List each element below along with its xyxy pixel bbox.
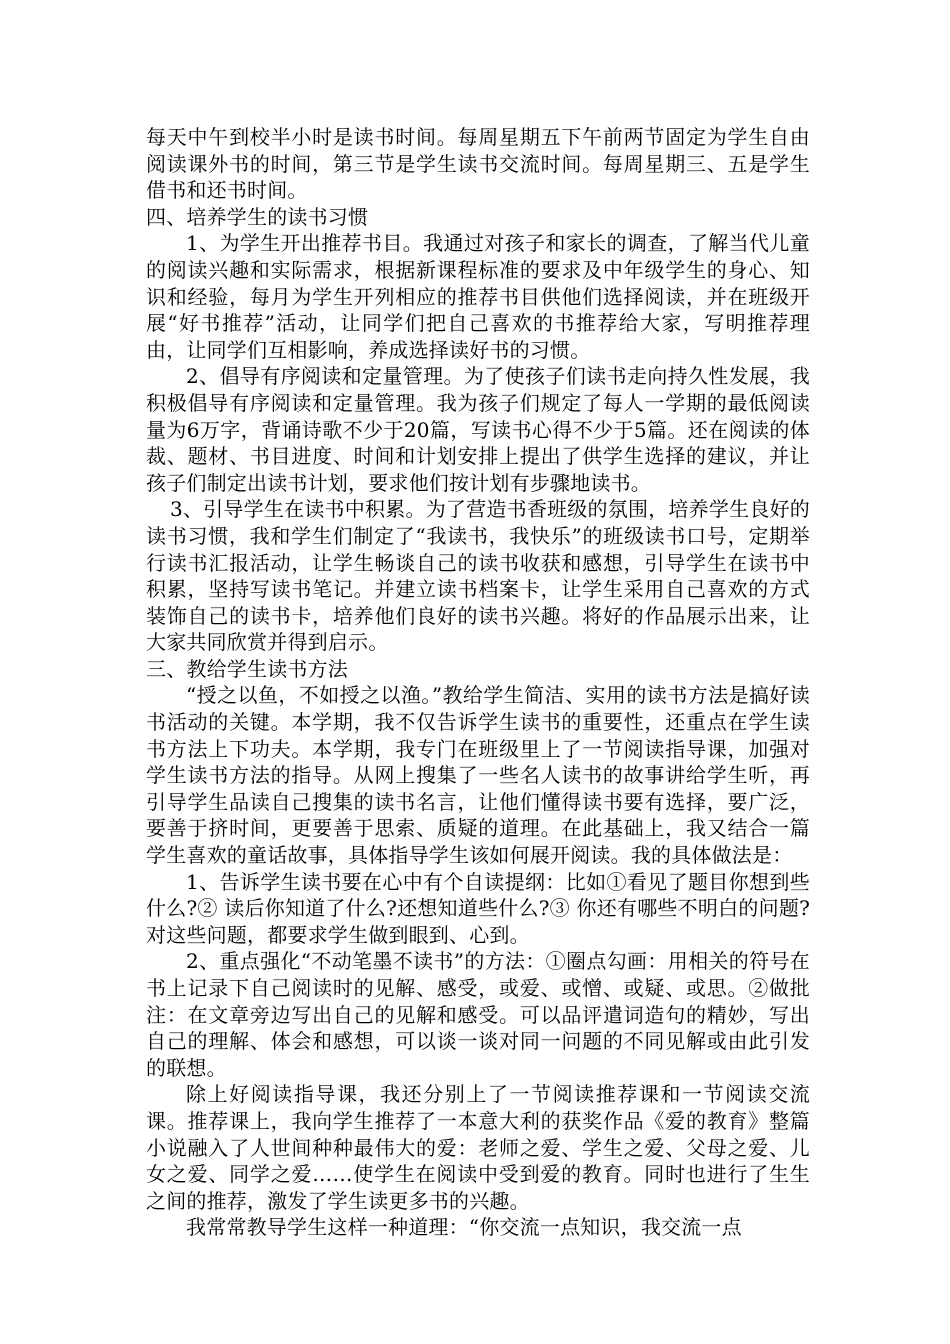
paragraph-reading-time: 每天中午到校半小时是读书时间。每周星期五下午前两节固定为学生自由阅读课外书的时间，第三节是学生读书交流时间。每周星期三、五是学生借书和还书时间。 — [146, 125, 810, 203]
document-body — [146, 124, 810, 1241]
paragraph-accumulation: 3、引导学生在读书中积累。为了营造书香班级的氛围，培养学生良好的读书习惯，我和学生们制定了“我读书，我快乐”的班级读书口号，定期举行读书汇报活动，让学生畅谈自己的读书收获和感想，引导学生在读书中积累，坚持写读书笔记。并建立读书档案卡，让学生采用自己喜欢的方式装饰自己的读书卡，培养他们良好的读书兴趣。将好的作品展示出来，让大家共同欣赏并得到启示。 — [146, 497, 810, 655]
paragraph-teach-methods: “授之以鱼，不如授之以渔。”教给学生简洁、实用的读书方法是搞好读书活动的关键。本学期，我不仅告诉学生读书的重要性，还重点在学生读书方法上下功夫。本学期，我专门在班级里上了一节阅读指导课，加强对学生读书方法的指导。从网上搜集了一些名人读书的故事讲给学生听，再引导学生品读自己搜集的读书名言，让他们懂得读书要有选择，要广泛，要善于挤时间，更要善于思索、质疑的道理。在此基础上，我又结合一篇学生喜欢的童话故事，具体指导学生该如何展开阅读。我的具体做法是： — [146, 683, 810, 868]
paragraph-recommended-books: 1、为学生开出推荐书目。我通过对孩子和家长的调查，了解当代儿童的阅读兴趣和实际需求，根据新课程标准的要求及中年级学生的身心、知识和经验，每月为学生开列相应的推荐书目供他们选择阅读，并在班级开展“好书推荐”活动，让同学们把自己喜欢的书推荐给大家，写明推荐理由，让同学们互相影响，养成选择读好书的习惯。 — [146, 231, 810, 362]
paragraph-ordered-reading: 2、倡导有序阅读和定量管理。为了使孩子们读书走向持久性发展，我积极倡导有序阅读和定量管理。我为孩子们规定了每人一学期的最低阅读量为6万字，背诵诗歌不少于20篇，写读书心得不少于5篇。还在阅读的体裁、题材、书目进度、时间和计划安排上提出了供学生选择的建议，并让孩子们制定出读书计划，要求他们按计划有步骤地读书。 — [146, 364, 810, 495]
paragraph-recommendation-class: 除上好阅读指导课，我还分别上了一节阅读推荐课和一节阅读交流课。推荐课上，我向学生推荐了一本意大利的获奖作品《爱的教育》整篇小说融入了人世间种种最伟大的爱：老师之爱、学生之爱、父母之爱、儿女之爱、同学之爱……使学生在阅读中受到爱的教育。同时也进行了生生之间的推荐，激发了学生读更多书的兴趣。 — [146, 1082, 810, 1213]
paragraph-annotation-method: 2、重点强化“不动笔墨不读书”的方法：①圈点勾画：用相关的符号在书上记录下自己阅读时的见解、感受，或爱、或憎、或疑、或思。②做批注：在文章旁边写出自己的见解和感受。可以品评遣词造句的精妙，写出自己的理解、体会和感想，可以谈一谈对同一问题的不同见解或由此引发的联想。 — [146, 949, 810, 1080]
section-heading-reading-habits: 四、培养学生的读书习惯 — [146, 204, 369, 229]
section-heading-reading-methods: 三、教给学生读书方法 — [146, 656, 348, 681]
paragraph-sharing-principle: 我常常教导学生这样一种道理：“你交流一点知识，我交流一点 — [186, 1215, 742, 1240]
paragraph-reading-outline: 1、告诉学生读书要在心中有个自读提纲：比如①看见了题目你想到些什么?② 读后你知道了什么?还想知道些什么?③ 你还有哪些不明白的问题?对这些问题，都要求学生做到眼到、心到。 — [146, 869, 810, 947]
